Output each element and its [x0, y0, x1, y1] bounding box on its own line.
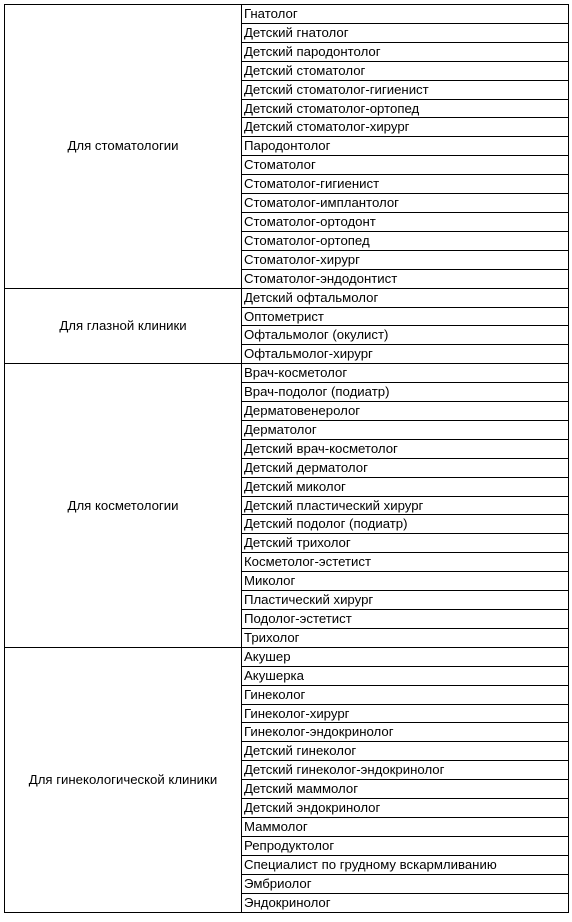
specialty-cell: Пластический хирург [242, 591, 569, 610]
specialty-cell: Эндокринолог [242, 893, 569, 912]
specialties-table-body [5, 5, 569, 913]
specialty-cell: Оптометрист [242, 307, 569, 326]
specialty-cell: Стоматолог [242, 156, 569, 175]
specialty-cell: Детский офтальмолог [242, 288, 569, 307]
specialty-cell: Детский подолог (подиатр) [242, 515, 569, 534]
specialty-cell: Стоматолог-имплантолог [242, 194, 569, 213]
specialties-table [4, 4, 569, 913]
specialty-cell: Специалист по грудному вскармливанию [242, 855, 569, 874]
specialty-cell: Детский стоматолог [242, 61, 569, 80]
specialty-cell: Детский миколог [242, 477, 569, 496]
table-row [5, 5, 569, 24]
specialty-cell: Врач-подолог (подиатр) [242, 383, 569, 402]
specialty-cell: Детский врач-косметолог [242, 439, 569, 458]
category-cell: Для гинекологической клиники [5, 647, 242, 912]
specialty-cell: Эмбриолог [242, 874, 569, 893]
specialty-cell: Маммолог [242, 817, 569, 836]
specialty-cell: Акушерка [242, 666, 569, 685]
specialty-cell: Миколог [242, 572, 569, 591]
specialty-cell: Стоматолог-эндодонтист [242, 269, 569, 288]
specialty-cell: Детский пародонтолог [242, 42, 569, 61]
specialty-cell: Косметолог-эстетист [242, 553, 569, 572]
specialty-cell: Стоматолог-ортодонт [242, 212, 569, 231]
specialty-cell: Гинеколог-хирург [242, 704, 569, 723]
specialty-cell: Детский маммолог [242, 780, 569, 799]
specialty-cell: Детский стоматолог-гигиенист [242, 80, 569, 99]
specialty-cell: Стоматолог-хирург [242, 250, 569, 269]
specialty-cell: Дерматовенеролог [242, 402, 569, 421]
specialty-cell: Стоматолог-ортопед [242, 231, 569, 250]
specialty-cell: Детский дерматолог [242, 458, 569, 477]
specialty-cell: Офтальмолог-хирург [242, 345, 569, 364]
specialty-cell: Врач-косметолог [242, 364, 569, 383]
specialty-cell: Репродуктолог [242, 836, 569, 855]
table-row [5, 288, 569, 307]
specialty-cell: Детский стоматолог-хирург [242, 118, 569, 137]
specialty-cell: Трихолог [242, 628, 569, 647]
specialty-cell: Гинеколог [242, 685, 569, 704]
specialty-cell: Детский гинеколог-эндокринолог [242, 761, 569, 780]
category-cell: Для косметологии [5, 364, 242, 648]
specialty-cell: Гинеколог-эндокринолог [242, 723, 569, 742]
specialty-cell: Дерматолог [242, 420, 569, 439]
specialty-cell: Детский эндокринолог [242, 799, 569, 818]
specialty-cell: Детский пластический хирург [242, 496, 569, 515]
specialty-cell: Стоматолог-гигиенист [242, 175, 569, 194]
specialty-cell: Гнатолог [242, 5, 569, 24]
table-row [5, 364, 569, 383]
table-row [5, 647, 569, 666]
category-cell: Для глазной клиники [5, 288, 242, 364]
specialty-cell: Подолог-эстетист [242, 610, 569, 629]
specialty-cell: Детский трихолог [242, 534, 569, 553]
specialty-cell: Детский стоматолог-ортопед [242, 99, 569, 118]
category-cell: Для стоматологии [5, 5, 242, 289]
specialty-cell: Офтальмолог (окулист) [242, 326, 569, 345]
specialty-cell: Детский гнатолог [242, 23, 569, 42]
specialty-cell: Пародонтолог [242, 137, 569, 156]
specialty-cell: Акушер [242, 647, 569, 666]
specialty-cell: Детский гинеколог [242, 742, 569, 761]
